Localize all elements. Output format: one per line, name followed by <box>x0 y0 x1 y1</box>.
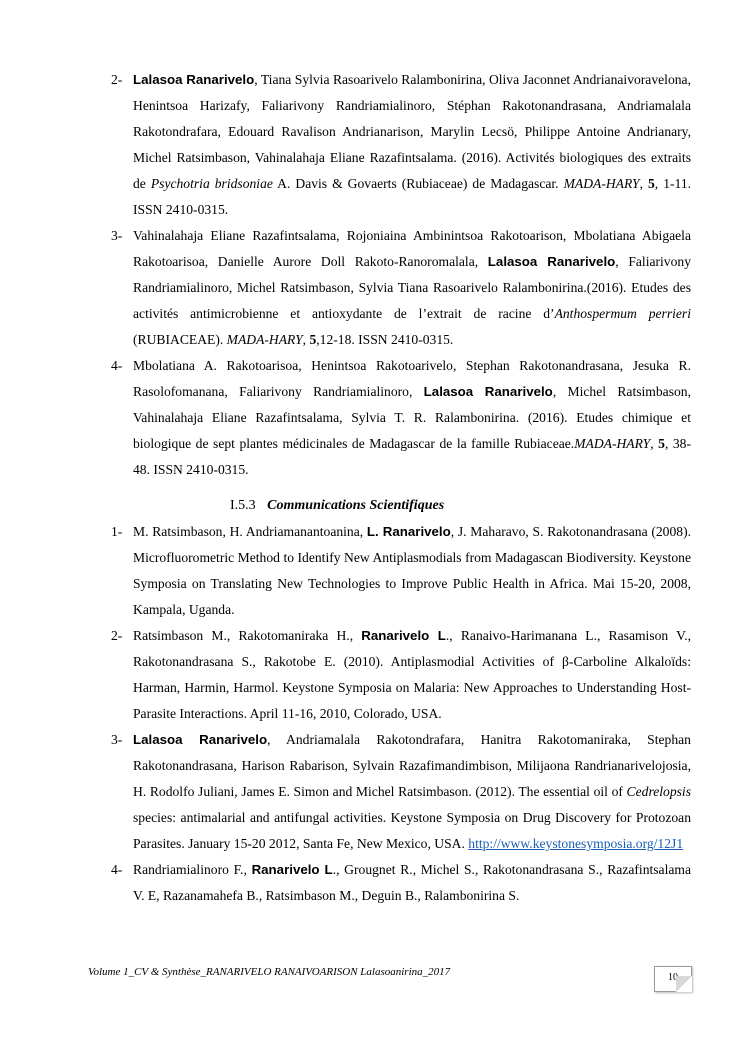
entry-text <box>133 857 691 909</box>
species-name: Cedrelopsis <box>626 784 691 799</box>
entry-number: 1- <box>111 524 123 539</box>
page-number-box <box>654 966 692 992</box>
citation-text: Mbolatiana A. Rakotoarisoa, Henintsoa Rakotoarivelo, Stephan Rakotonandrasana, Jesuka R. Rasolofomanana, Faliarivony Randriamialinoro, <box>133 358 691 399</box>
communication-entry <box>111 519 691 623</box>
citation-text: Ratsimbason M., Rakotomaniraka H., <box>133 628 362 643</box>
species-name: Psychotria bridsoniae <box>150 176 273 191</box>
highlighted-author: Lalasoa Ranarivelo <box>133 72 255 87</box>
entry-number: 4- <box>111 862 123 877</box>
section-title: Communications Scientifiques <box>267 498 445 513</box>
page-fold-icon <box>676 976 692 992</box>
citation-text: , Andriamalala Rakotondrafara, Hanitra Rakotomaniraka, Stephan Rakotonandrasana, Harison Rabarison, Sylvain Razafimandimbison, Milijaona Randrianarivelojosia, H. Rodolfo Juliani, James E. Simon and Michel Ratsimbason. (2012). The essential oil of <box>133 732 691 799</box>
volume: 5 <box>309 332 317 347</box>
page-number: 10 <box>668 972 678 983</box>
entry-text <box>133 623 691 727</box>
publication-entry <box>111 223 691 353</box>
citation-text: , Faliarivony Randriamialinoro, Michel Ratsimbason, Sylvia Tiana Rasoarivelo Ralambonirina.(2016). Etudes des activités antimicrobienne et antioxydante de l’extrait de racine d’ <box>133 254 691 321</box>
citation-text: Randriamialinoro F., <box>133 862 252 877</box>
highlighted-author: Lalasoa Ranarivelo <box>423 384 553 399</box>
communication-entry <box>111 727 691 857</box>
entry-text <box>133 727 691 857</box>
publication-entry <box>111 353 691 483</box>
highlighted-author: Lalasoa Ranarivelo <box>133 732 268 747</box>
communications-list <box>111 519 691 909</box>
citation-text: , <box>650 436 659 451</box>
highlighted-author: Lalasoa Ranarivelo <box>487 254 616 269</box>
citation-text: , <box>639 176 648 191</box>
citation-text: , Tiana Sylvia Rasoarivelo Ralambonirina, Oliva Jaconnet Andrianaivoravelona, Henintsoa Harizafy, Faliarivony Randriamialinoro, Stéphan Rakotonandrasana, Andriamalala Rakotondrafara, Edouard Ravalison Andrianarison, Marylin Lecsö, Philippe Antoine Andrianary, Michel Ratsimbason, Vahinalahaja Eliane Razafintsalama. (2016). Activités biologiques des extraits de <box>133 72 691 191</box>
entry-number: 2- <box>111 628 123 643</box>
footer-text: Volume 1_CV & Synthèse_RANARIVELO RANAIVOARISON Lalasoanirina_2017 <box>88 966 451 978</box>
publications-list <box>111 67 691 483</box>
journal-name: MADA-HARY <box>226 332 303 347</box>
citation-text: (RUBIACEAE). <box>133 332 227 347</box>
citation-text: M. Ratsimbason, H. Andriamanantoanina, <box>133 524 367 539</box>
highlighted-author: Ranarivelo L <box>251 862 333 877</box>
citation-text: , <box>302 332 310 347</box>
volume: 5 <box>648 176 655 191</box>
highlighted-author: L. Ranarivelo <box>366 524 451 539</box>
citation-text: species: antimalarial and antifungal activities. Keystone Symposia on Drug Discovery for Protozoan Parasites. January 15-20 2012, Santa Fe, New Mexico, USA. <box>133 810 691 851</box>
volume: 5 <box>658 436 665 451</box>
keystone-link[interactable]: http://www.keystonesymposia.org/12J1 <box>468 836 684 851</box>
citation-text: ,12-18. ISSN 2410-0315. <box>316 332 454 347</box>
entry-number: 3- <box>111 732 123 747</box>
citation-text: ., Grougnet R., Michel S., Rakotonandrasana S., Razafintsalama V. E, Razanamahefa B., Ratsimbason M., Deguin B., Ralambonirina S. <box>133 862 692 903</box>
section-number: I.5.3 <box>230 498 256 513</box>
entry-number: 4- <box>111 358 123 373</box>
entry-number: 2- <box>111 72 123 87</box>
communication-entry <box>111 857 691 909</box>
entry-text <box>133 519 691 623</box>
entry-text <box>133 67 691 223</box>
section-heading <box>230 494 444 518</box>
highlighted-author: Ranarivelo L <box>361 628 446 643</box>
citation-text: , J. Maharavo, S. Rakotonandrasana (2008). Microfluorometric Method to Identify New Antiplasmodials from Madagascan Biodiversity. Keystone Symposia on Translating New Technologies to Improve Public Health in Africa. Mai 15-20, 2008, Kampala, Uganda. <box>133 524 691 617</box>
species-name: Anthospermum perrieri <box>554 306 692 321</box>
entry-number: 3- <box>111 228 123 243</box>
citation-text: Vahinalahaja Eliane Razafintsalama, Rojoniaina Ambinintsoa Rakotoarison, Mbolatiana Abigaela Rakotoarisoa, Danielle Aurore Doll Rakoto-Ranoromalala, <box>133 228 691 269</box>
citation-text: , 1-11. ISSN 2410-0315. <box>133 176 692 217</box>
communication-entry <box>111 623 691 727</box>
citation-text: ., Ranaivo-Harimanana L., Rasamison V., Rakotonandrasana S., Rakotobe E. (2010). Antiplasmodial Activities of β-Carboline Alkaloïds: Harman, Harmin, Harmol. Keystone Symposia on Malaria: New Approaches to Understanding Host-Parasite Interactions. April 11-16, 2010, Colorado, USA. <box>133 628 692 721</box>
citation-text: , Michel Ratsimbason, Vahinalahaja Eliane Razafintsalama, Sylvia T. R. Ralambonirina. (2016). Etudes chimique et biologique de sept plantes médicinales de Madagascar de la famille Rubiaceae. <box>133 384 691 451</box>
citation-text: A. Davis & Govaerts (Rubiaceae) de Madagascar. <box>272 176 564 191</box>
journal-name: MADA-HARY <box>574 436 651 451</box>
entry-text <box>133 353 691 483</box>
entry-text <box>133 223 691 353</box>
publication-entry <box>111 67 691 223</box>
citation-text: , 38-48. ISSN 2410-0315. <box>133 436 691 477</box>
journal-name: MADA-HARY <box>563 176 640 191</box>
